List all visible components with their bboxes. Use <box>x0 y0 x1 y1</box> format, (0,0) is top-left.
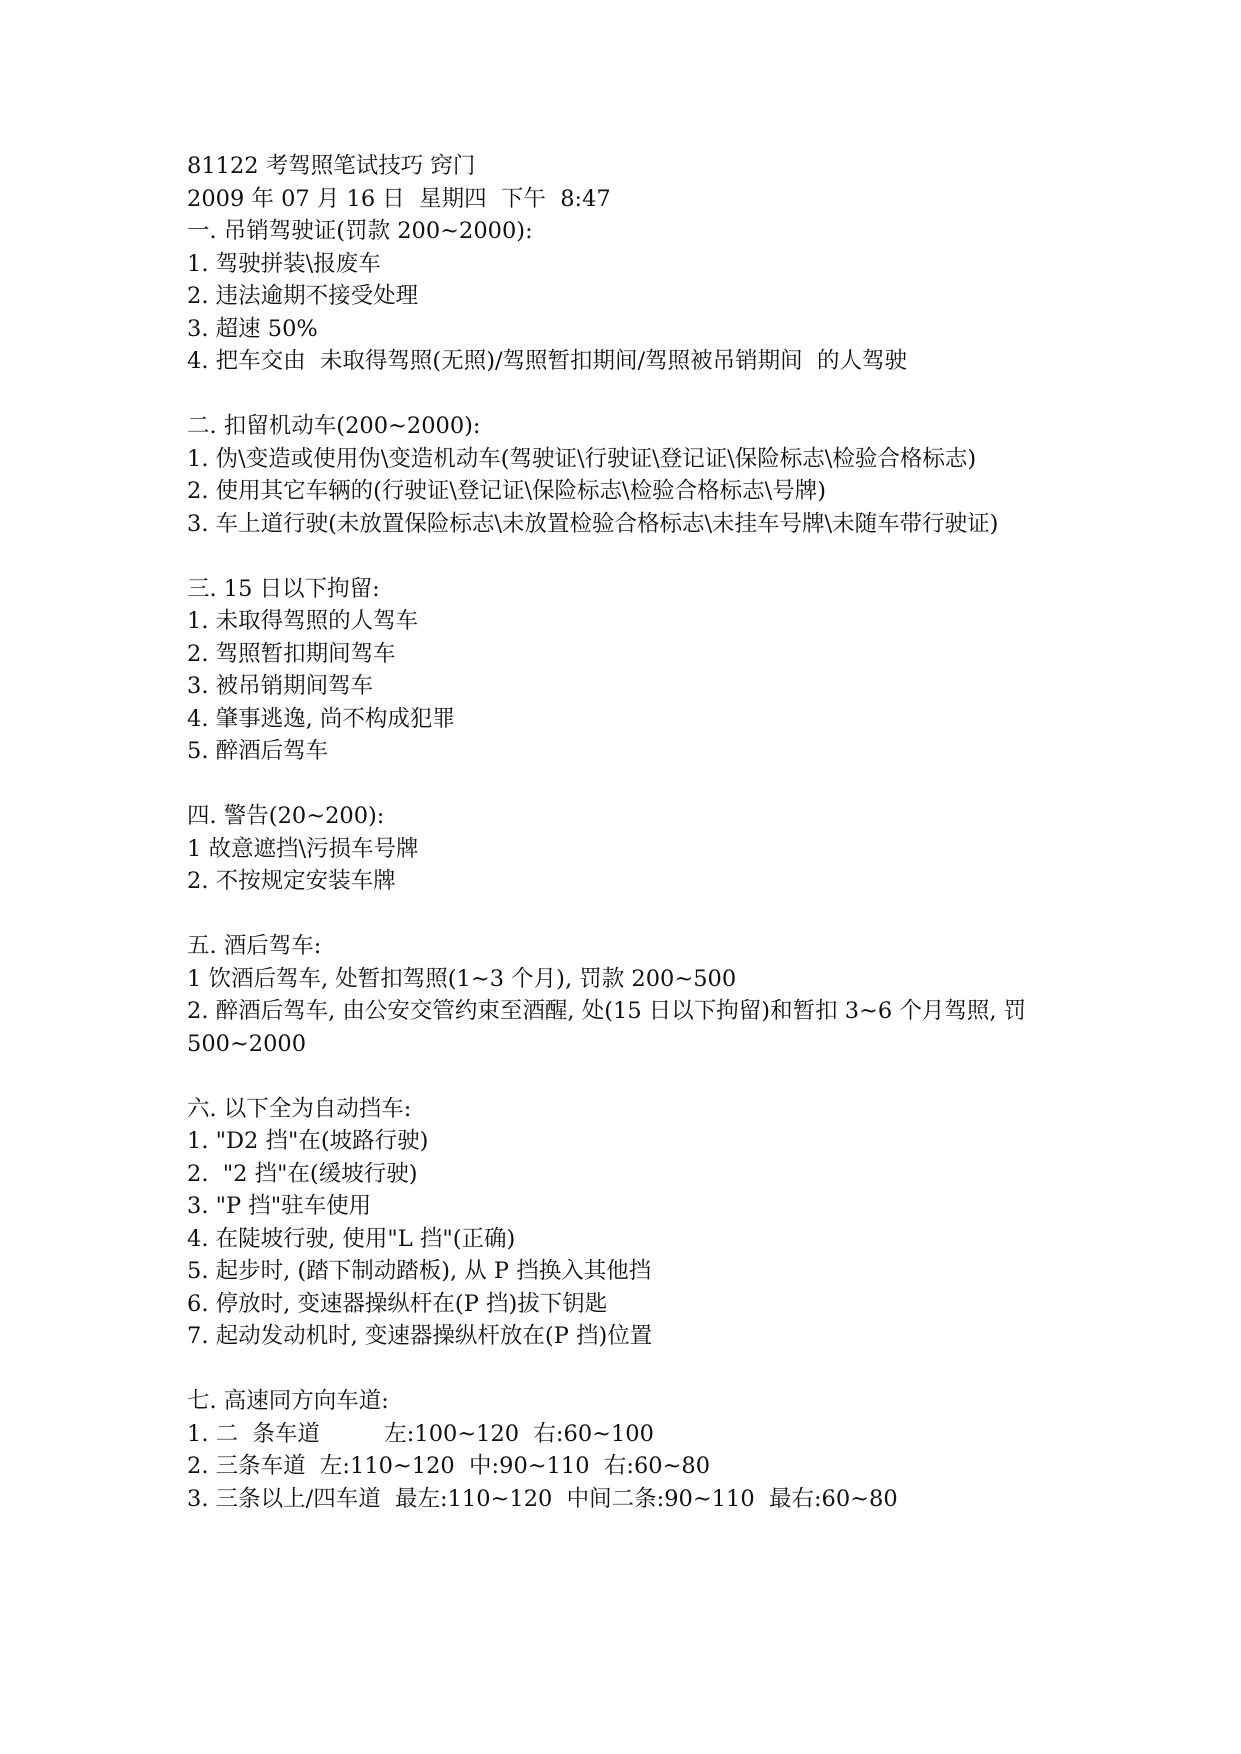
list-item: 1 故意遮挡\污损车号牌 <box>187 835 419 862</box>
section-heading: 一. 吊销驾驶证(罚款 200~2000): <box>187 218 533 244</box>
section-3 <box>187 573 1067 768</box>
document-title: 81122 考驾照笔试技巧 窍门 <box>187 153 476 179</box>
section-4 <box>187 800 1067 898</box>
section-5 <box>187 930 1067 1060</box>
list-item: 2. "2 挡"在(缓坡行驶) <box>187 1160 418 1187</box>
list-item: 7. 起动发动机时, 变速器操纵杆放在(P 挡)位置 <box>187 1323 653 1349</box>
list-item: 2. 不按规定安装车牌 <box>187 868 396 894</box>
list-item: 1. "D2 挡"在(坡路行驶) <box>187 1128 429 1154</box>
spacer <box>187 768 1067 801</box>
section-7 <box>187 1385 1067 1515</box>
list-item: 3. "P 挡"驻车使用 <box>187 1193 372 1219</box>
spacer <box>187 1353 1067 1386</box>
section-heading: 二. 扣留机动车(200~2000): <box>187 413 481 439</box>
list-item: 1. 伪\变造或使用伪\变造机动车(驾驶证\行驶证\登记证\保险标志\检验合格标志) <box>187 445 977 472</box>
list-item: 3. 超速 50% <box>187 315 318 342</box>
list-item: 2. 违法逾期不接受处理 <box>187 283 419 309</box>
section-heading: 五. 酒后驾车: <box>187 933 322 959</box>
list-item: 5. 醉酒后驾车 <box>187 738 329 764</box>
list-item: 1 饮酒后驾车, 处暂扣驾照(1~3 个月), 罚款 200~500 <box>187 965 737 992</box>
spacer <box>187 378 1067 411</box>
list-item: 3. 车上道行驶(未放置保险标志\未放置检验合格标志\未挂车号牌\未随车带行驶证) <box>187 510 999 537</box>
section-heading: 三. 15 日以下拘留: <box>187 575 380 602</box>
document-date: 2009 年 07 月 16 日 星期四 下午 8:47 <box>187 185 611 212</box>
list-item: 2. 三条车道 左:110~120 中:90~110 右:60~80 <box>187 1453 711 1479</box>
list-item: 1. 未取得驾照的人驾车 <box>187 608 419 634</box>
list-item: 4. 在陡坡行驶, 使用"L 挡"(正确) <box>187 1225 516 1252</box>
document-page <box>187 150 1067 1515</box>
spacer <box>187 898 1067 931</box>
list-item: 4. 肇事逃逸, 尚不构成犯罪 <box>187 705 455 732</box>
section-heading: 六. 以下全为自动挡车: <box>187 1095 412 1122</box>
list-item: 1. 二 条车道 左:100~120 右:60~100 <box>187 1420 654 1447</box>
section-1 <box>187 215 1067 378</box>
section-heading: 七. 高速同方向车道: <box>187 1388 389 1414</box>
list-item: 2. 醉酒后驾车, 由公安交管约束至酒醒, 处(15 日以下拘留)和暂扣 3~6 个月驾照, 罚 500~2000 <box>187 998 1034 1057</box>
list-item: 2. 使用其它车辆的(行驶证\登记证\保险标志\检验合格标志\号牌) <box>187 478 826 504</box>
list-item: 5. 起步时, (踏下制动踏板), 从 P 挡换入其他挡 <box>187 1258 652 1284</box>
spacer <box>187 540 1067 573</box>
list-item: 3. 三条以上/四车道 最左:110~120 中间二条:90~110 最右:60~80 <box>187 1485 898 1512</box>
list-item: 4. 把车交由 未取得驾照(无照)/驾照暂扣期间/驾照被吊销期间 的人驾驶 <box>187 348 907 374</box>
section-6 <box>187 1093 1067 1353</box>
section-2 <box>187 410 1067 540</box>
list-item: 1. 驾驶拼装\报废车 <box>187 250 381 277</box>
list-item: 6. 停放时, 变速器操纵杆在(P 挡)拔下钥匙 <box>187 1290 608 1317</box>
list-item: 2. 驾照暂扣期间驾车 <box>187 640 396 667</box>
list-item: 3. 被吊销期间驾车 <box>187 673 374 699</box>
spacer <box>187 1060 1067 1093</box>
section-heading: 四. 警告(20~200): <box>187 803 385 829</box>
